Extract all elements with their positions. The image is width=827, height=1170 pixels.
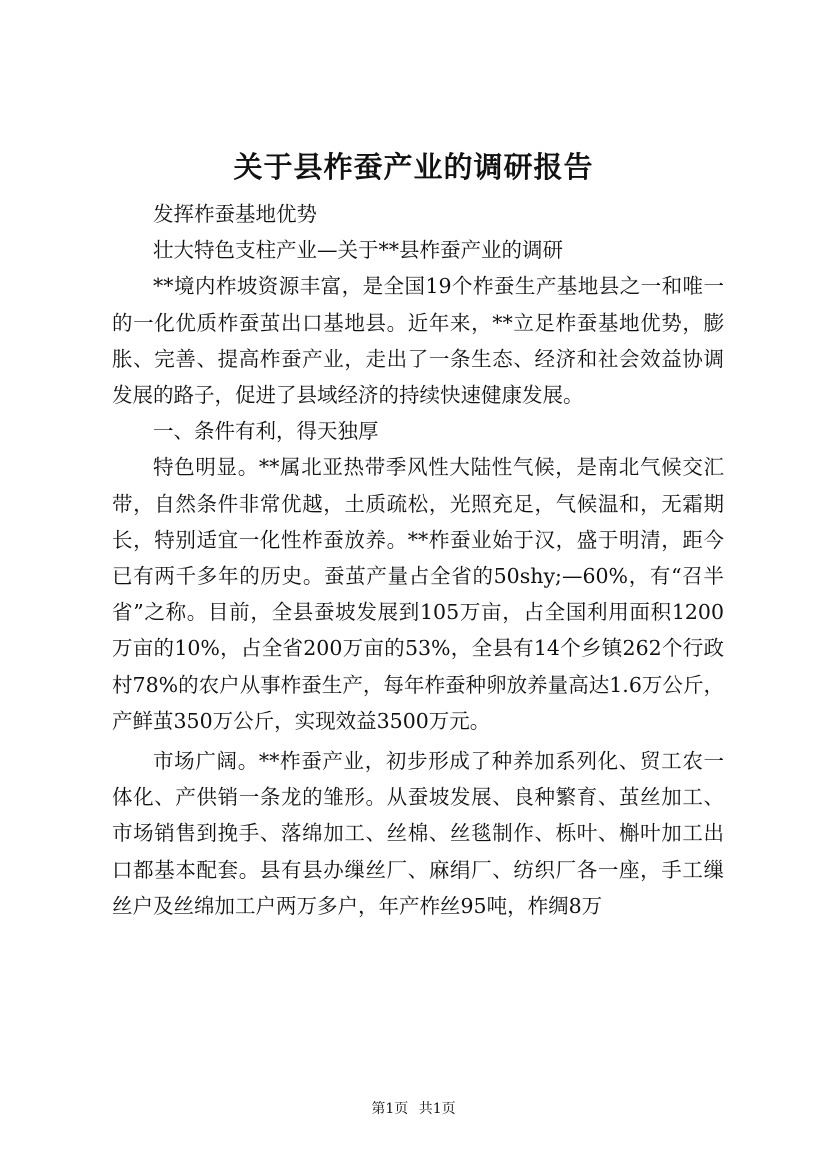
paragraph-subtitle-2: 壮大特色支柱产业—关于**县柞蚕产业的调研 — [153, 238, 563, 263]
document-title: 关于县柞蚕产业的调研报告 — [233, 150, 594, 184]
paragraph-subtitle-1: 发挥柞蚕基地优势 — [153, 202, 317, 226]
page-number-total: 共1页 — [418, 1101, 456, 1117]
page-number-current: 第1页 — [371, 1101, 409, 1117]
paragraph-market: 市场广阔。**柞蚕产业，初步形成了种养加系列化、贸工农一体化、产供销一条龙的雏形。从蚕坡发展、良种繁育、茧丝加工、市场销售到挽手、落绵加工、丝棉、丝毯制作、栎叶、槲叶加工出口都基本配套。县有县办缫丝厂、麻绢厂、纺织厂各一座，手工缫丝户及丝绵加工户两万多户，年产柞丝95吨，柞绸8万 — [112, 749, 724, 918]
paragraph-intro: **境内柞坡资源丰富，是全国19个柞蚕生产基地县之一和唯一的一化优质柞蚕茧出口基地县。近年来，**立足柞蚕基地优势，膨胀、完善、提高柞蚕产业，走出了一条生态、经济和社会效益协调发展的路子，促进了县域经济的持续快速健康发展。 — [112, 274, 724, 408]
section-heading-1: 一、条件有利，得天独厚 — [153, 419, 379, 444]
paragraph-features: 特色明显。**属北亚热带季风性大陆性气候，是南北气候交汇带，自然条件非常优越，土质疏松，光照充足，气候温和，无霜期长，特别适宜一化性柞蚕放养。**柞蚕业始于汉，盛于明清，距今已有两千多年的历史。蚕茧产量占全省的50shy;—60%，有“召半省”之称。目前，全县蚕坡发展到105万亩，占全国利用面积1200万亩的10%，占全省200万亩的53%，全县有14个乡镇262个行政村78%的农户从事柞蚕生产，每年柞蚕种卵放养量高达1.6万公斤，产鲜茧350万公斤，实现效益3500万元。 — [112, 455, 724, 733]
page-footer — [0, 1099, 827, 1119]
document-body — [112, 196, 724, 924]
